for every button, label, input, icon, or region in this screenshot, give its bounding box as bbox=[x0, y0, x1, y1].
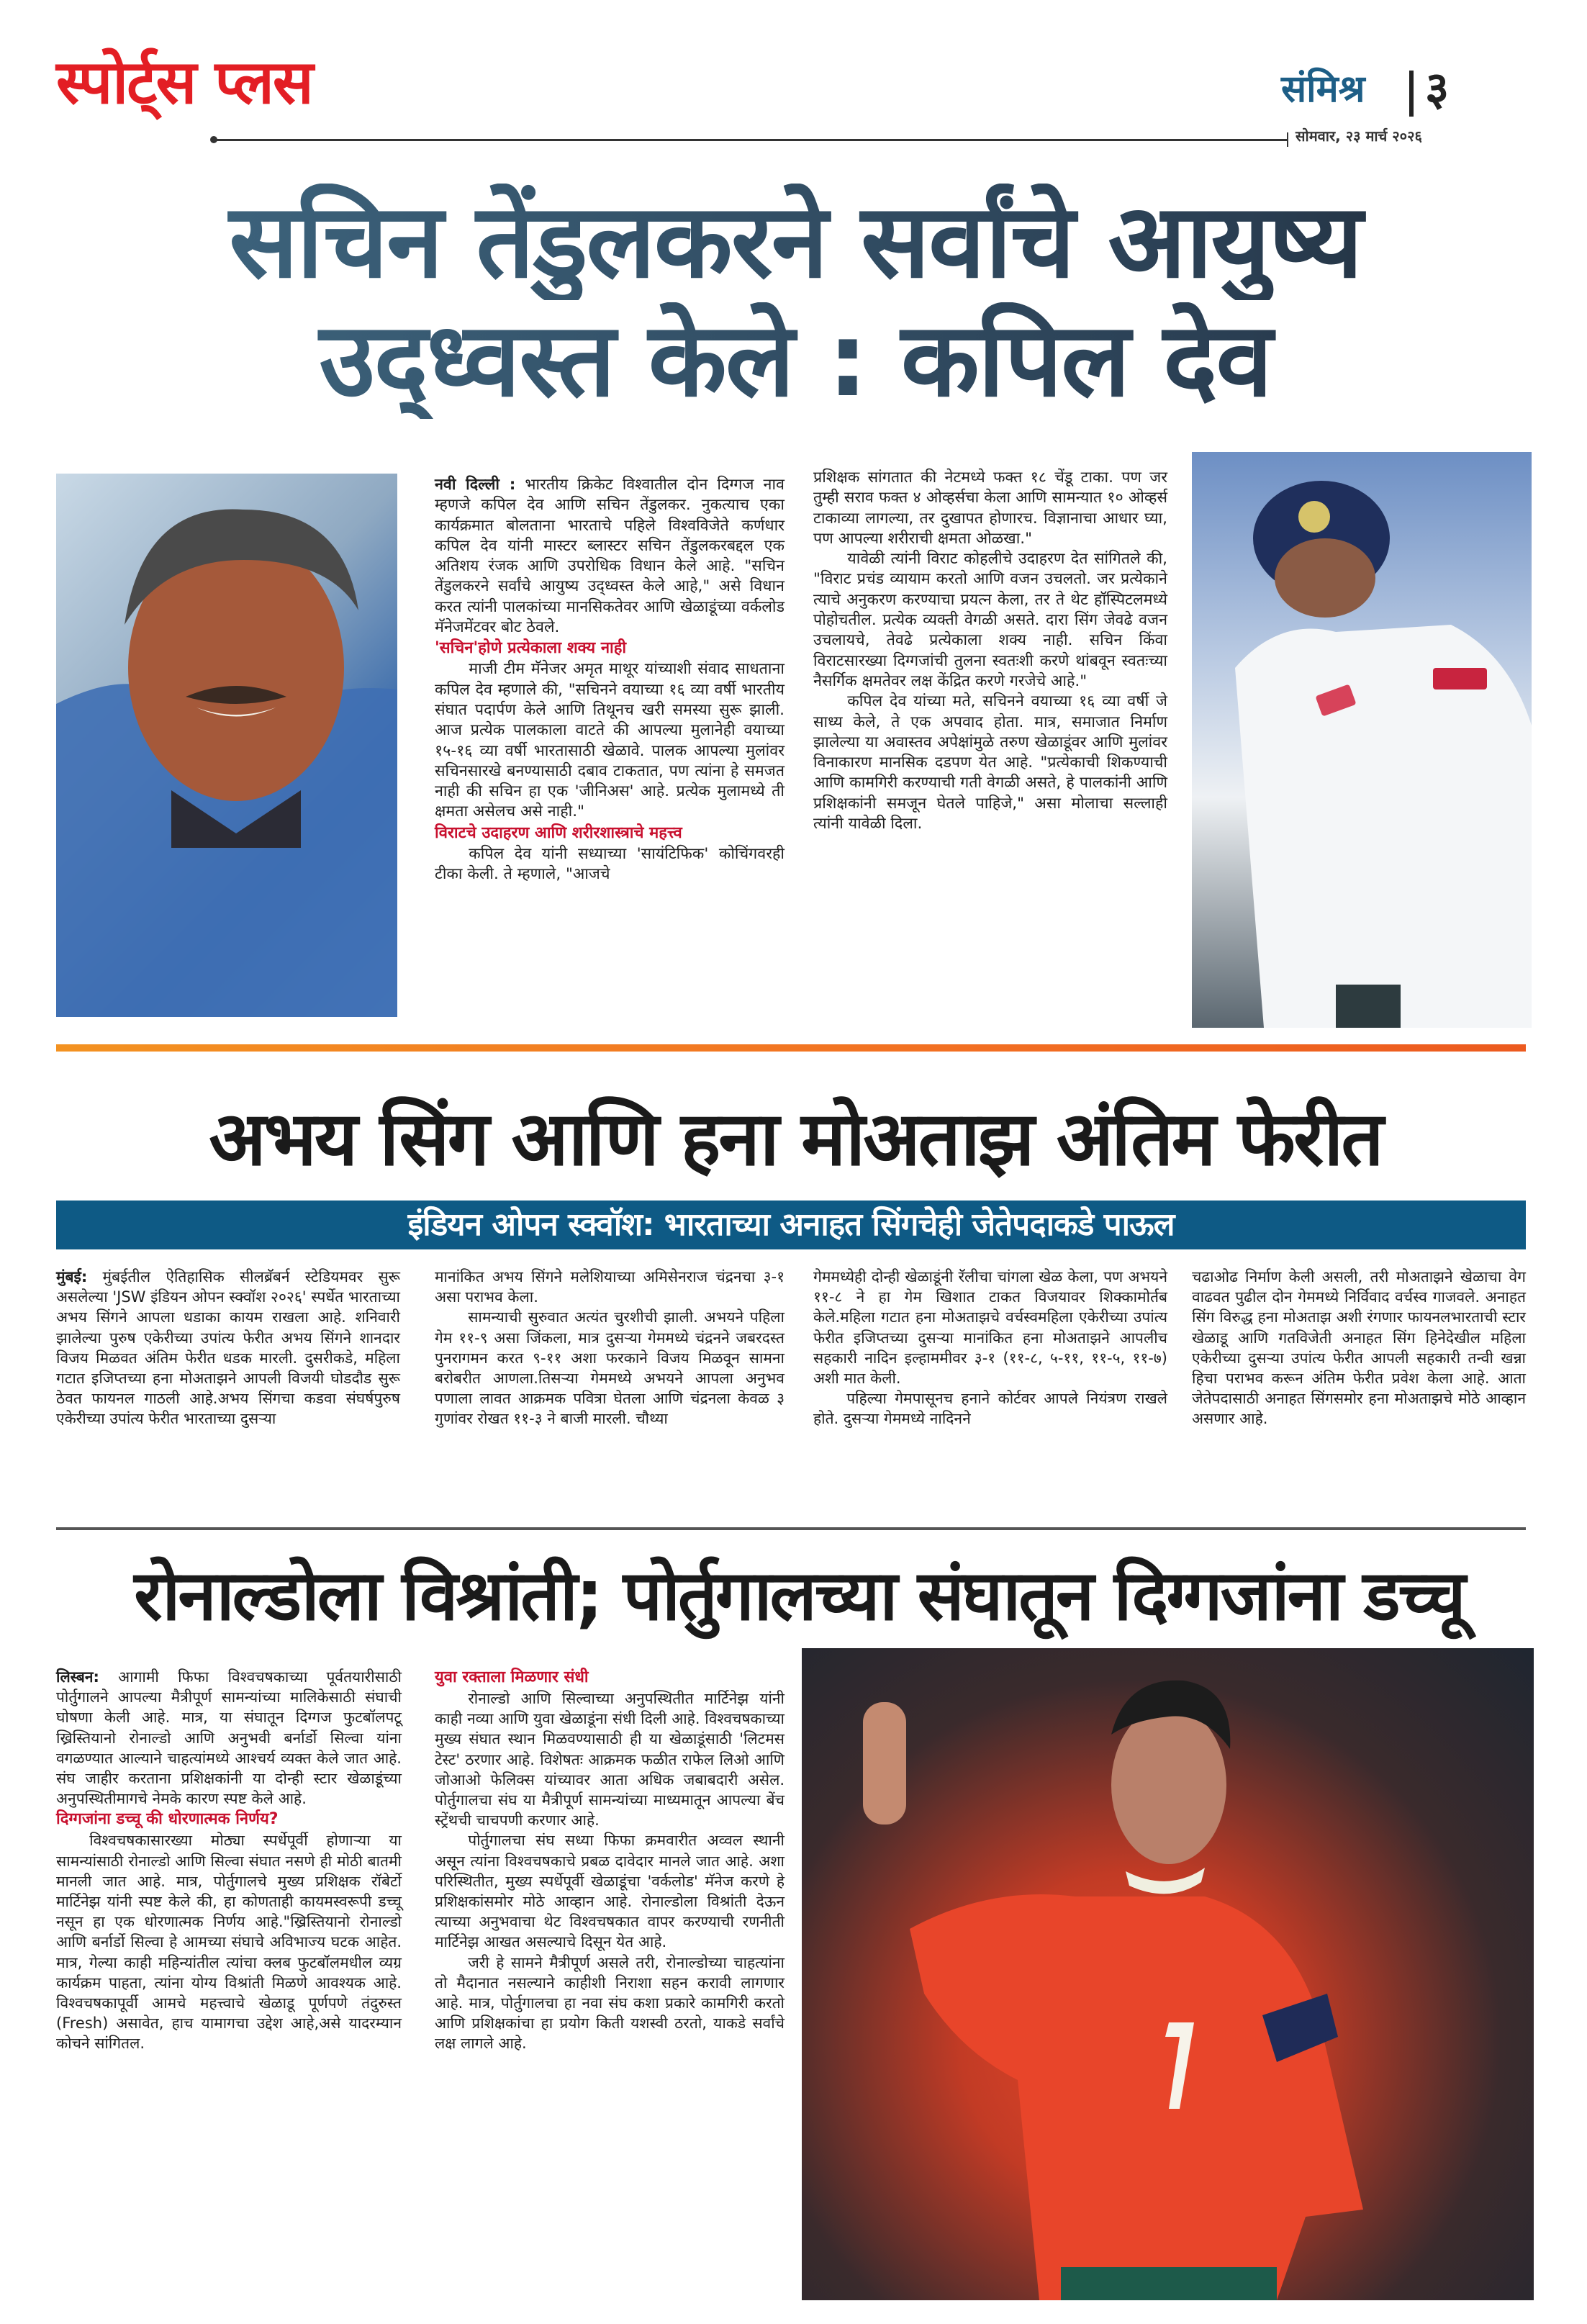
article3-col2-para3: जरी हे सामने मैत्रीपूर्ण असले तरी, रोनाल्डोच्या चाहत्यांना तो मैदानात नसल्याने काहीशी निराशा सहन करावी लागणार आहे. मात्र, पोर्तुगालचा हा नवा संघ कशा प्रकारे कामगिरी करतो आणि प्रशिक्षकांचा हा प्रयोग किती यशस्वी ठरतो, याकडे सर्वांचे लक्ष लागले आहे. bbox=[435, 1953, 785, 2053]
sachin-tendulkar-photo bbox=[1192, 452, 1532, 1028]
article1-column-1 bbox=[435, 475, 785, 885]
article3-col1-para1: आगामी फिफा विश्वचषकाच्या पूर्वतयारीसाठी पोर्तुगालने आपल्या मैत्रीपूर्ण सामन्यांच्या मालिकेसाठी संघाची घोषणा केली आहे. मात्र, या संघातून दिग्गज फुटबॉलपटू ख्रिस्तियानो रोनाल्डो आणि अनुभवी बर्नार्डो सिल्वा यांना वगळण्यात आल्याने चाहत्यांमध्ये आश्चर्य व्यक्त केले जात आहे. संघ जाहीर करताना प्रशिक्षकांनी या दोन्ही स्टार खेळाडूंच्या अनुपस्थितीमागचे नेमके कारण स्पष्ट केले आहे. bbox=[56, 1668, 402, 1808]
article3-subhead-1: दिग्गजांना डच्चू की धोरणात्मक निर्णय? bbox=[56, 1810, 279, 1829]
article1-dateline: नवी दिल्ली : bbox=[435, 476, 516, 494]
article1-headline-line1: सचिन तेंडुलकरने सर्वांचे आयुष्य bbox=[43, 184, 1547, 300]
section-name: संमिश्र bbox=[1281, 68, 1365, 111]
section-divider bbox=[1409, 71, 1414, 117]
article2-col3-para2: पहिल्या गेमपासूनच हनाने कोर्टवर आपले नियंत्रण राखले होते. दुसऱ्या गेममध्ये नादिनने bbox=[813, 1390, 1167, 1428]
article2-headline: अभय सिंग आणि हना मोअताझ अंतिम फेरीत bbox=[209, 1095, 1382, 1183]
section-divider-grey bbox=[56, 1527, 1526, 1530]
masthead-rule bbox=[216, 139, 1287, 141]
article2-col2-para2: सामन्याची सुरुवात अत्यंत चुरशीची झाली. अभयने पहिला गेम ११-९ असा जिंकला, मात्र दुसऱ्या गेममध्ये चंद्रनने जबरदस्त पुनरागमन करत ९-११ अशा फरकाने विजय मिळवून सामना बरोबरीत आणला.तिसऱ्या गेममध्ये अभयने आपला अनुभव पणाला लावत आक्रमक पवित्रा घेतला आणि चंद्रनला केवळ ३ गुणांवर रोखत ११-३ ने बाजी मारली. चौथ्या bbox=[435, 1308, 785, 1428]
article1-subhead-1: 'सचिन'होणे प्रत्येकाला शक्य नाही bbox=[435, 639, 627, 658]
article1-subhead-2: विराटचे उदाहरण आणि शरीरशास्त्राचे महत्त्व bbox=[435, 823, 682, 842]
article2-subheadline: इंडियन ओपन स्क्वॉश: भारताच्या अनाहत सिंगचेही जेतेपदाकडे पाऊल bbox=[407, 1206, 1175, 1243]
article2-col1-para1: मुंबईतील ऐतिहासिक सीलब्रॅबर्न स्टेडियमवर सुरू असलेल्या 'JSW इंडियन ओपन स्क्वॉश २०२६' स्पर्धेत भारताच्या अभय सिंगने आपला धडाका कायम राखला आहे. शनिवारी झालेल्या पुरुष एकेरीच्या उपांत्य फेरीत अभय सिंगने शानदार विजय मिळवत अंतिम फेरीत धडक मारली. दुसरीकडे, महिला गटात इजिप्तच्या हना मोअताझने आपली विजयी घोडदौड सुरू ठेवत फायनल गाठली आहे.अभय सिंगचा कडवा संघर्षपुरुष एकेरीच्या उपांत्य फेरीत भारताच्या दुसऱ्या bbox=[56, 1268, 400, 1428]
issue-date: सोमवार, २३ मार्च २०२६ bbox=[1296, 127, 1422, 145]
article1-col1-para3: कपिल देव यांनी सध्याच्या 'सायंटिफिक' कोचिंगवरही टीका केली. ते म्हणाले, "आजचे bbox=[435, 844, 785, 884]
article2-column-2 bbox=[435, 1267, 785, 1429]
article1-col2-para1: प्रशिक्षक सांगतात की नेटमध्ये फक्त १८ चेंडू टाका. पण जर तुम्ही सराव फक्त ४ ओव्हर्सचा केला आणि सामन्यात १० ओव्हर्स टाकाव्या लागल्या, तर दुखापत होणारच. विज्ञानाचा आधार घ्या, पण आपल्या शरीराची क्षमता ओळखा." bbox=[813, 469, 1167, 548]
article2-col2-para1: मानांकित अभय सिंगने मलेशियाच्या अमिसेनराज चंद्रनचा ३-१ असा पराभव केला. bbox=[435, 1268, 785, 1306]
article1-headline-line2: उद्ध्वस्त केले : कपिल देव bbox=[43, 302, 1547, 419]
kapil-dev-illustration bbox=[56, 474, 397, 1017]
article1-col2-para3: कपिल देव यांच्या मते, सचिनने वयाच्या १६ व्या वर्षी जे साध्य केले, ते एक अपवाद होता. मात्र, समाजात निर्माण झालेल्या या अवास्तव अपेक्षांमुळे तरुण खेळाडूंवर आणि मुलांवर विनाकारण मानसिक दडपण येत आहे. "प्रत्येकाची शिकण्याची आणि कामगिरी करण्याची गती वेगळी असते, हे पालकांनी आणि प्रशिक्षकांनी समजून घेतले पाहिजे," असा मोलाचा सल्लाही त्यांनी यावेळी दिला. bbox=[813, 692, 1167, 833]
article3-dateline: लिस्बन: bbox=[56, 1668, 99, 1686]
article3-col2-para1: रोनाल्डो आणि सिल्वाच्या अनुपस्थितीत मार्टिनेझ यांनी काही नव्या आणि युवा खेळाडूंना संधी दिली आहे. विश्वचषकाच्या मुख्य संघात स्थान मिळवण्यासाठी ही या खेळाडूंसाठी 'लिटमस टेस्ट' ठरणार आहे. विशेषतः आक्रमक फळीत राफेल लिओ आणि जोआओ फेलिक्स यांच्यावर आता अधिक जबाबदारी असेल. पोर्तुगालचा संघ या मैत्रीपूर्ण सामन्यांच्या माध्यमातून आपल्या बेंच स्ट्रेंथची चाचपणी करणार आहे. bbox=[435, 1690, 785, 1830]
article2-col3-para1: गेममध्येही दोन्ही खेळाडूंनी रॅलीचा चांगला खेळ केला, पण अभयने ११-८ ने हा गेम खिशात टाकत विजयावर शिक्कामोर्तब केले.महिला गटात हना मोअताझचे वर्चस्वमहिला एकेरीच्या उपांत्य फेरीत इजिप्तच्या दुसऱ्या मानांकित हना मोअताझने आपलीच सहकारी नादिन इल्हाममीवर ३-१ (११-८, ५-११, ११-५, ११-७) अशी मात केली. bbox=[813, 1268, 1167, 1388]
article1-col1-para2: माजी टीम मॅनेजर अमृत माथूर यांच्याशी संवाद साधताना कपिल देव म्हणाले की, "सचिनने वयाच्या १६ व्या वर्षी भारतीय संघात पदार्पण केले आणि तिथूनच खरी समस्या सुरू झाली. आज प्रत्येक पालकाला वाटते की आपल्या मुलानेही वयाच्या १५-१६ व्या वर्षी भारतासाठी खेळावे. पालक आपल्या मुलांवर सचिनसारखे बनण्यासाठी दबाव टाकतात, पण त्यांना हे समजत नाही की सचिन हा एक 'जीनिअस' आहे. प्रत्येक मुलामध्ये ती क्षमता असेलच असे नाही." bbox=[435, 660, 785, 821]
masthead-rule-tick bbox=[1287, 132, 1288, 147]
article2-column-1 bbox=[56, 1267, 400, 1429]
article2-dateline: मुंबई: bbox=[56, 1268, 88, 1285]
article3-subhead-2: युवा रक्ताला मिळणार संधी bbox=[435, 1668, 589, 1686]
ronaldo-photo bbox=[802, 1648, 1534, 2300]
section-divider-orange bbox=[56, 1044, 1526, 1052]
article1-col1-para1: भारतीय क्रिकेट विश्वातील दोन दिग्गज नाव म्हणजे कपिल देव आणि सचिन तेंडुलकर. नुकत्याच एका कार्यक्रमात बोलताना भारताचे पहिले विश्वविजेते कर्णधार कपिल देव यांनी मास्टर ब्लास्टर सचिन तेंडुलकरबद्दल एक अतिशय रंजक आणि उपरोधिक विधान केले आहे. "सचिन तेंडुलकरने सर्वांचे आयुष्य उद्ध्वस्त केले आहे," असे विधान करत त्यांनी पालकांच्या मानसिकतेवर आणि खेळाडूंच्या वर्कलोड मॅनेजमेंटवर बोट ठेवले. bbox=[435, 476, 785, 637]
article2-column-4 bbox=[1192, 1267, 1526, 1429]
article1-col2-para2: यावेळी त्यांनी विराट कोहलीचे उदाहरण देत सांगितले की, "विराट प्रचंड व्यायाम करतो आणि वजन उचलतो. जर प्रत्येकाने त्याचे अनुकरण करण्याचा प्रयत्न केला, तर ते थेट हॉस्पिटलमध्ये पोहोचतील. प्रत्येक व्यक्ती वेगळी असते. दारा सिंग जेवढे वजन उचलायचे, तेवढे प्रत्येकाला शक्य नाही. सचिन किंवा विराटसारख्या दिग्गजांची तुलना स्वतःशी करणे थांबवून स्वतःच्या नैसर्गिक क्षमतेवर लक्ष केंद्रित करणे गरजेचे आहे." bbox=[813, 550, 1167, 690]
article2-col4-para1: चढाओढ निर्माण केली असली, तरी मोअताझने खेळाचा वेग वाढवत पुढील दोन गेममध्ये निर्विवाद वर्चस्व गाजवले. अनाहत सिंग विरुद्ध हना मोअताझ अशी रंगणार फायनलभारताची स्टार खेळाडू आणि गतविजेती अनाहत सिंग हिनेदेखील महिला एकेरीच्या दुसऱ्या उपांत्य फेरीत आपली सहकारी तन्वी खन्ना हिचा पराभव करून अंतिम फेरीत प्रवेश केला आहे. आता जेतेपदासाठी अनाहत सिंगसमोर हना मोअताझचे मोठे आव्हान असणार आहे. bbox=[1192, 1268, 1526, 1428]
article3-column-1 bbox=[56, 1667, 402, 2054]
article3-column-2 bbox=[435, 1667, 785, 2054]
article2-column-3 bbox=[813, 1267, 1167, 1429]
kapil-dev-photo bbox=[56, 474, 397, 1017]
ronaldo-illustration bbox=[802, 1648, 1534, 2300]
article1-column-2 bbox=[813, 468, 1167, 834]
article3-col2-para2: पोर्तुगालचा संघ सध्या फिफा क्रमवारीत अव्वल स्थानी असून त्यांना विश्वचषकाचे प्रबळ दावेदार मानले जात आहे. अशा परिस्थितीत, मुख्य स्पर्धेपूर्वी खेळाडूंचा 'वर्कलोड' मॅनेज करणे हे प्रशिक्षकांसमोर मोठे आव्हान आहे. रोनाल्डोला विश्रांती देऊन त्याच्या अनुभवाचा थेट विश्वचषकात वापर करण्याची रणनीती मार्टिनेझ आखत असल्याचे दिसून येत आहे. bbox=[435, 1832, 785, 1951]
publication-logo: स्पोर्ट्स प्लस bbox=[56, 47, 312, 117]
article3-headline: रोनाल्डोला विश्रांती; पोर्तुगालच्या संघातून दिग्गजांना डच्चू bbox=[134, 1555, 1464, 1636]
article3-col1-para2: विश्वचषकासारख्या मोठ्या स्पर्धेपूर्वी होणाऱ्या या सामन्यांसाठी रोनाल्डो आणि सिल्वा संघात नसणे ही मोठी बातमी मानली जात आहे. मात्र, पोर्तुगालचे मुख्य प्रशिक्षक रॉबेर्टो मार्टिनेझ यांनी स्पष्ट केले की, हा कोणताही कायमस्वरूपी डच्चू नसून हा एक धोरणात्मक निर्णय आहे."ख्रिस्तियानो रोनाल्डो आणि बर्नार्डो सिल्वा हे आमच्या संघाचे अविभाज्य घटक आहेत. मात्र, गेल्या काही महिन्यांतील त्यांचा क्लब फुटबॉलमधील व्यग्र कार्यक्रम पाहता, त्यांना योग्य विश्रांती मिळणे आवश्यक आहे. विश्वचषकापूर्वी आमचे महत्त्वाचे खेळाडू पूर्णपणे तंदुरुस्त (Fresh) असावेत, हाच यामागचा उद्देश आहे,असे यादरम्यान कोचने सांगितल. bbox=[56, 1832, 402, 2053]
sachin-illustration bbox=[1192, 452, 1532, 1028]
page-number: ३ bbox=[1425, 63, 1450, 116]
